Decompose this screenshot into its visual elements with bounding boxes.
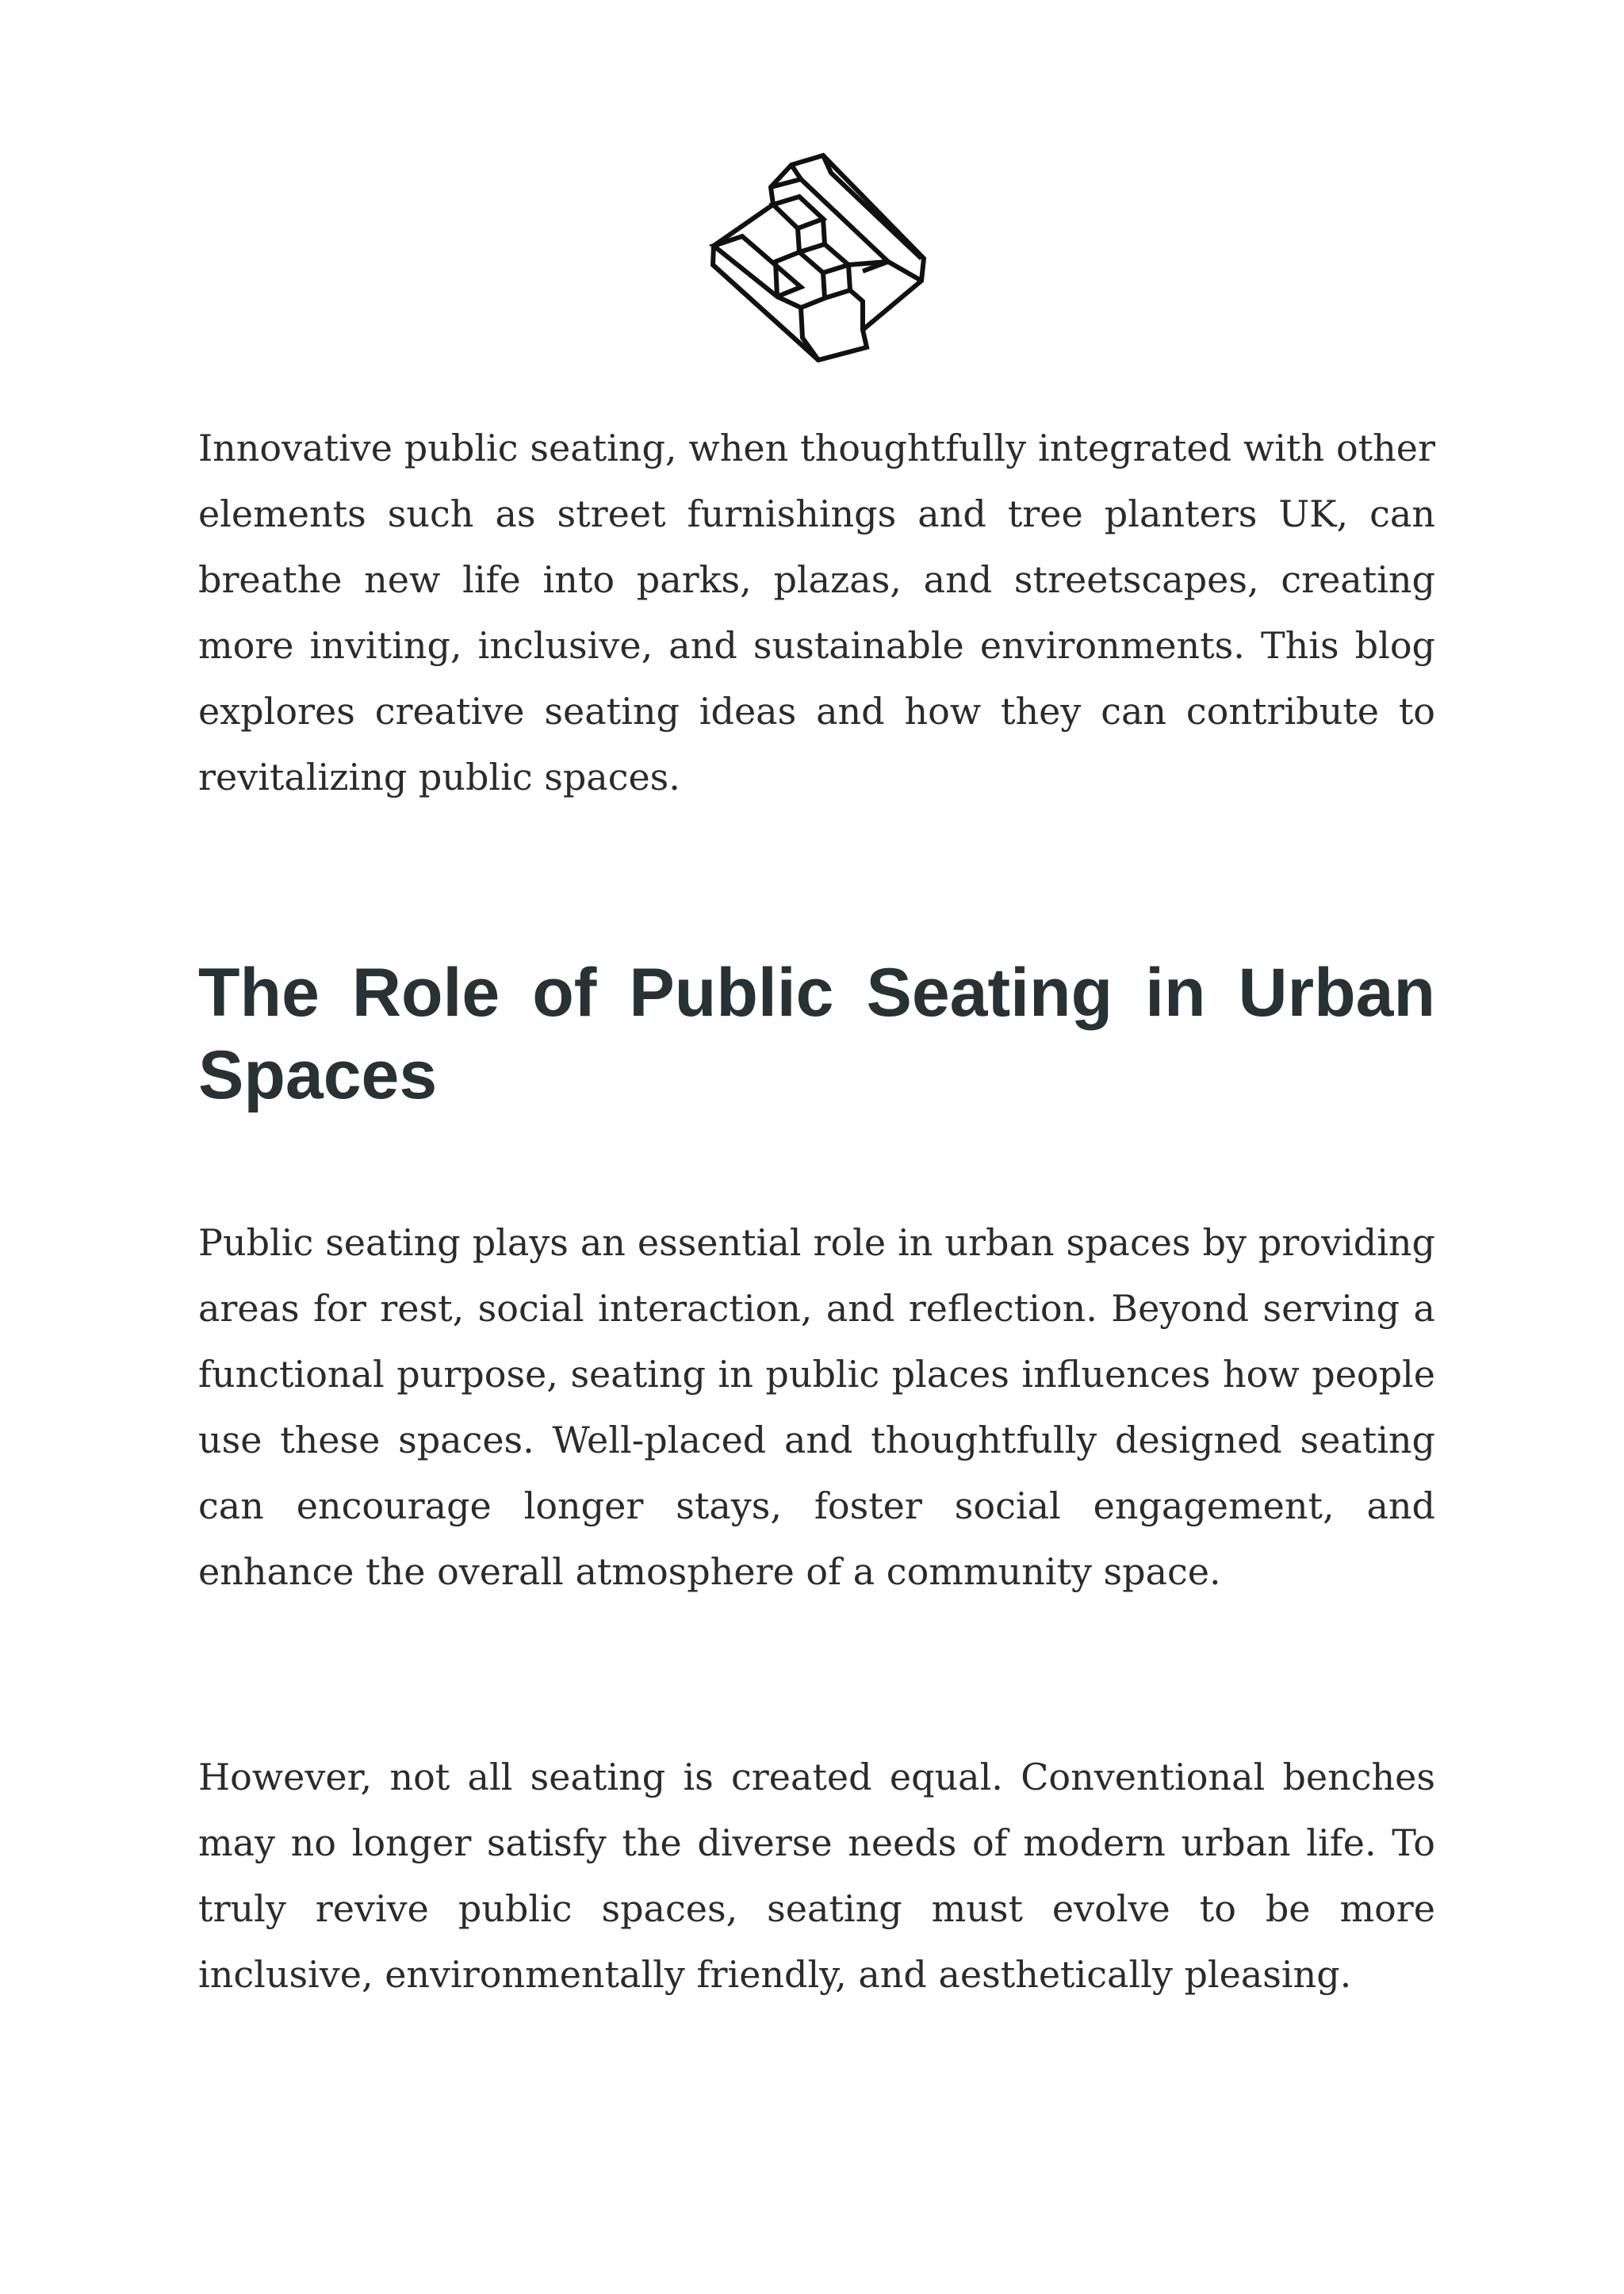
isometric-cube-logo-icon: [698, 151, 928, 381]
intro-paragraph: Innovative public seating, when thoughtfully integrated with other elements such as street furnishings and tree planters UK, can breathe new life into parks, plazas, and streetscapes, creating more inviting, inclusive, and sustainable environments. This blog explores creative seating ideas and how they can contribute to revitalizing public spaces.: [198, 427, 1435, 798]
section-heading: The Role of Public Seating in Urban Spaces: [198, 955, 1435, 1113]
body-paragraph-1: Public seating plays an essential role in urban spaces by providing areas for rest, social interaction, and reflection. Beyond serving a functional purpose, seating in public places influences how people use these spaces. Well-placed and thoughtfully designed seating can encourage longer stays, foster social engagement, and enhance the overall atmosphere of a community space.: [198, 1221, 1435, 1593]
body-paragraph-2: However, not all seating is created equal. Conventional benches may no longer satisfy the diverse needs of modern urban life. To truly revive public spaces, seating must evolve to be more inclusive, environmentally friendly, and aesthetically pleasing.: [198, 1756, 1435, 1996]
